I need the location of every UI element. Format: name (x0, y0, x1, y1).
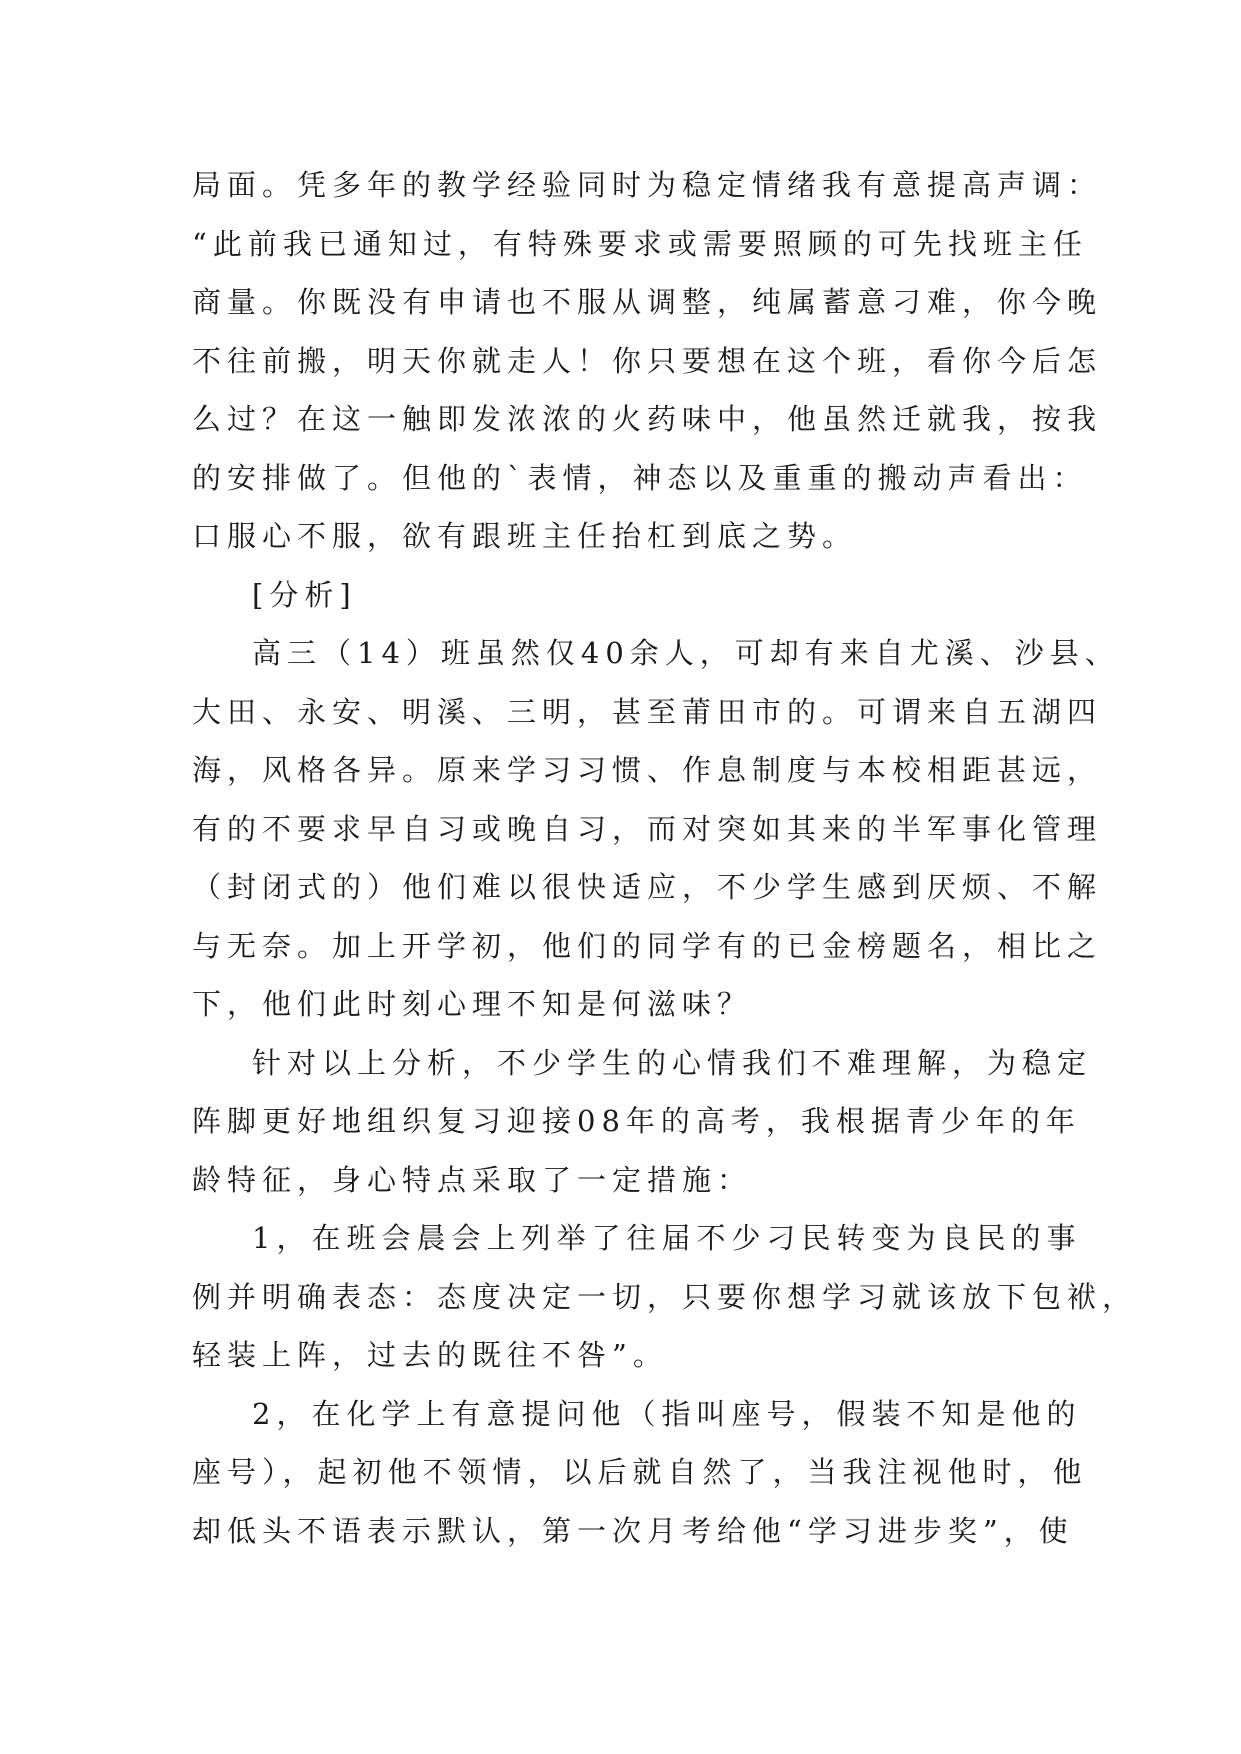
text-line: 轻装上阵，过去的既往不咎”。 (192, 1338, 668, 1372)
text-line: 商量。你既没有申请也不服从调整，纯属蓄意刁难，你今晚 (192, 285, 1103, 319)
text-line: 海，风格各异。原来学习习惯、作息制度与本校相距甚远， (192, 753, 1103, 787)
text-line: 与无奈。加上开学初，他们的同学有的已金榜题名，相比之 (192, 928, 1103, 963)
document-body (192, 156, 1138, 1560)
text-line: 高三（14）班虽然仅40余人，可却有来自尤溪、沙县、 (252, 636, 1120, 670)
text-line: 例并明确表态：态度决定一切，只要你想学习就该放下包袱， (192, 1279, 1138, 1314)
text-line: 不往前搬，明天你就走人！你只要想在这个班，看你今后怎 (192, 343, 1103, 378)
text-line: 下，他们此时刻心理不知是何滋味？ (192, 987, 753, 1021)
text-line: 局面。凭多年的教学经验同时为稳定情绪我有意提高声调： (192, 168, 1103, 202)
text-line: 大田、永安、明溪、三明，甚至莆田市的。可谓来自五湖四 (192, 694, 1103, 729)
text-line: 阵脚更好地组织复习迎接08年的高考，我根据青少年的年 (192, 1104, 1081, 1138)
text-line: 有的不要求早自习或晚自习，而对突如其来的半军事化管理 (192, 811, 1103, 846)
text-line: “此前我已通知过，有特殊要求或需要照顾的可先找班主任 (192, 226, 1088, 261)
text-line: 针对以上分析，不少学生的心情我们不难理解，为稳定 (252, 1045, 1093, 1080)
text-line: （封闭式的）他们难以很快适应，不少学生感到厌烦、不解 (192, 870, 1103, 904)
list-item-1: 1，在班会晨会上列举了往届不少刁民转变为良民的事 (252, 1221, 1082, 1255)
text-line: 么过？在这一触即发浓浓的火药味中，他虽然迁就我，按我 (192, 402, 1103, 436)
text-line: 座号），起初他不领情，以后就自然了，当我注视他时，他 (192, 1455, 1088, 1489)
text-line: 口服心不服，欲有跟班主任抬杠到底之势。 (192, 519, 858, 553)
text-line: 却低头不语表示默认，第一次月考给他“学习进步奖”，使 (192, 1513, 1074, 1548)
text-line: 的安排做了。但他的`表情，神态以及重重的搬动声看出： (192, 460, 1088, 495)
list-item-2: 2，在化学上有意提问他（指叫座号，假装不知是他的 (252, 1396, 1082, 1431)
section-heading-analysis: [分析] (252, 577, 357, 612)
text-line: 龄特征，身心特点采取了一定措施： (192, 1162, 753, 1197)
